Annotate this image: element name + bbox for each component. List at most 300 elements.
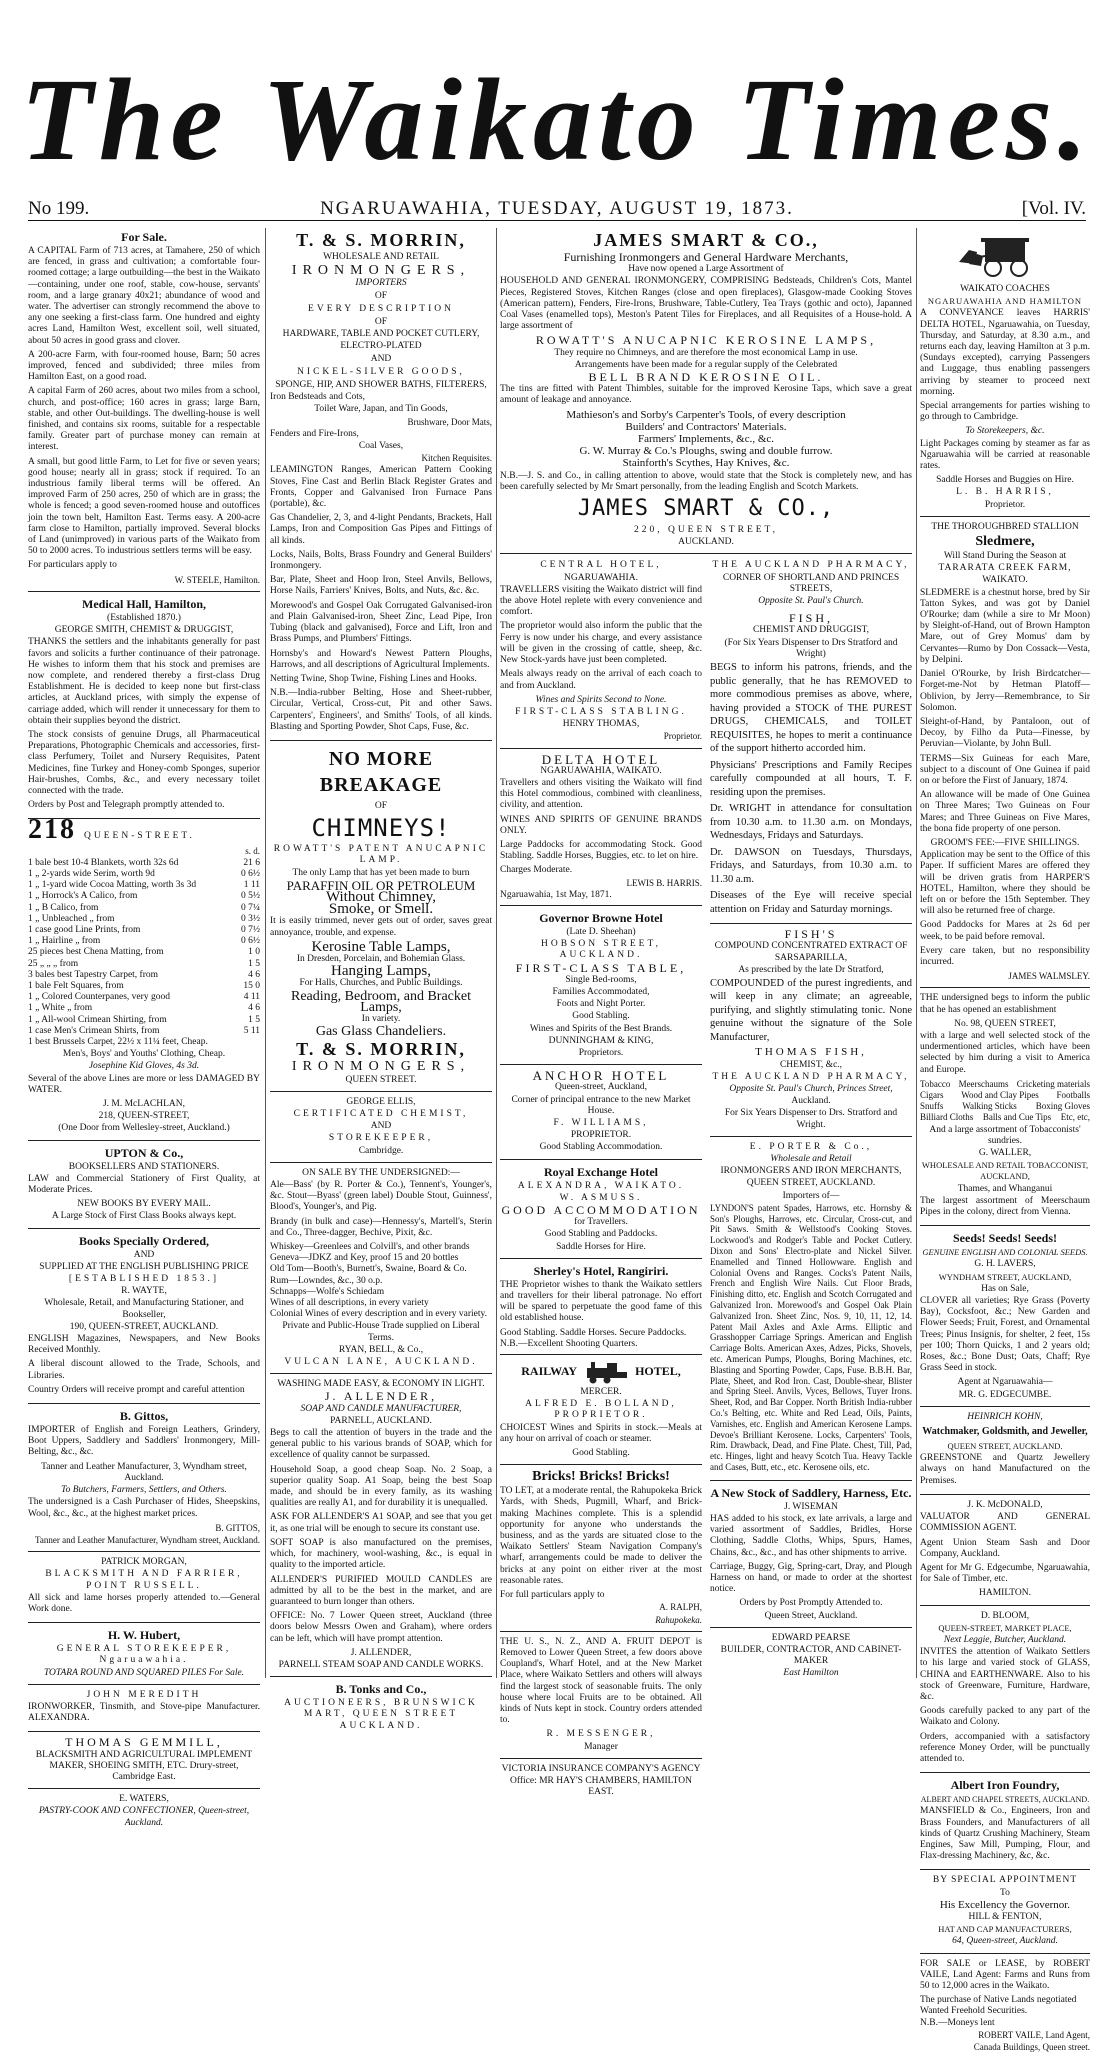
ad-signature: A. RALPH, [659,1602,702,1613]
ad-text: BUILDER, CONTRACTOR, AND CABINET-MAKER [720,1645,902,1667]
ad-text: Farmers' Implements, &c., &c. [637,433,775,446]
ad-governor-browne-hotel [500,911,702,1065]
ad-text: Old Tom—Booth's, Burnett's, Swaine, Board & Co. [270,1264,467,1275]
column-3 [500,228,912,1798]
ad-address: HAMILTON. [979,1588,1031,1599]
ad-text: THE Proprietor wishes to thank the Waikato settlers and travellers for their liberal patronage. No effort will be spared to perpetuate the good fame of this old established house. [500,1279,702,1324]
ad-heading: GEORGE ELLIS, [346,1096,416,1107]
ad-ellis [270,1097,492,1163]
ad-text: Good Stabling. [572,1448,630,1459]
ad-text: Brushware, Door Mats, [407,416,492,427]
ad-text: PASTRY-COOK AND CONFECTIONER, Queen-street, Auckland. [38,1806,250,1828]
ad-anchor-hotel [500,1070,702,1159]
ad-heading: BY SPECIAL APPOINTMENT [932,1875,1078,1886]
ad-text: SPONGE, HIP, AND SHOWER BATHS, FILTERERS, [275,380,487,391]
ad-signature: ALFRED E. BOLLAND, PROPRIETOR. [525,1399,677,1421]
ad-text: BLACKSMITH AND AGRICULTURAL IMPLEMENT MAKER, SHOEING SMITH, ETC. Drury-street, Cambridge East. [35,1749,253,1782]
ad-text: Without Chimney, [325,888,437,905]
ad-wiseman-saddlery [710,1486,912,1628]
ad-address: WAIKATO. [982,575,1028,586]
ad-text: OFFICE: No. 7 Lower Queen street, Auckland (three doors below Messrs Owen and Graham), where orders can be left, which will have prompt attention. [270,1611,492,1644]
ad-text: Builders' and Contractors' Materials. [625,420,787,433]
ad-text: VALUATOR AND GENERAL COMMISSION AGENT. [920,1512,1090,1534]
ad-text: Good Stabling. [572,1011,630,1022]
ad-text: Carriage, Buggy, Gig, Spring-cart, Dray, and Plough Harness on hand, or made to order at the shortest notice. [710,1561,912,1595]
ad-address: 64, Queen-street, Auckland. [952,1936,1058,1947]
ad-text: PARAFFIN OIL OR PETROLEUM [286,877,476,893]
ad-wayte [28,1234,260,1404]
ad-text: The proprietor would also inform the public that the Ferry is now under his charge, and every assistance will be given in the crossing of cattle, sheep, &c. New Stock-yards have just been completed. [500,621,702,666]
tobacco-goods-item: Footballs [1056,1090,1090,1100]
ad-text: PROPRIETOR. [570,1130,632,1141]
column-4 [920,228,1090,2053]
ad-text: Light Packages coming by steamer as far as Ngaruawahia will be carried at reasonable rates. [920,438,1090,472]
ad-signature: W. ASMUSS. [559,1192,643,1203]
ad-morrin [270,230,492,741]
ad-hill-fenton [920,1875,1090,1953]
ad-text: LAW and Commercial Stationery of First Quality, at Moderate Prices. [28,1173,260,1196]
ad-fishs-sarsaparilla [710,929,912,1137]
ad-subheading: FISH, [788,611,833,626]
ad-text: Proprietor. [984,499,1026,510]
ad-meredith [28,1690,260,1733]
ad-text: Stainforth's Scythes, Hay Knives, &c. [622,457,790,470]
ad-address: East Hamilton [783,1668,839,1679]
ad-address: 190, QUEEN-STREET, AUCKLAND. [69,1321,219,1332]
ad-railway-hotel [500,1360,702,1465]
ad-text: HOUSEHOLD AND GENERAL IRONMONGERY, COMPRISING Bedsteads, Children's Cots, Mantel Pieces, Registered Stoves, Kitchen Ranges (close and open fireplaces), Glasgow-made Cooking Stoves (American pattern), Fenders, Fire-Irons, Brushware, Table-Cutlery, Tea Trays (gothic and octo), Japanned Coal Vases (enamelled tops), Meston's Patent Tiles for Fireplaces, and all Requisites of a House-hold. A large assortment of [500,276,912,332]
ad-text: Agent for Mr G. Edgecumbe, Ngaruawahia, for Sale of Timber, etc. [920,1562,1090,1585]
price-item-price: 1 5 [248,1014,260,1025]
ad-heading: THE AUCKLAND PHARMACY, [712,560,910,571]
ad-text: Saddle Horses and Buggies on Hire. [936,475,1074,486]
ad-text: Iron Bedsteads and Cots, [270,392,365,403]
ad-text: For Halls, Churches, and Public Buildings. [299,978,463,989]
ad-text: IRONWORKER, Tinsmith, and Stove-pipe Manufacturer. ALEXANDRA. [28,1701,260,1724]
price-list-item [28,925,260,936]
column-1 [28,228,260,1828]
tobacco-goods-item: Walking Sticks [962,1101,1017,1112]
tobacco-goods-row [920,1079,1090,1090]
ad-heading: FISH'S [784,927,838,942]
ad-text: A capital Farm of 260 acres, about two miles from a school, church, and post-office; 160 acres in grass; large Barn, stable, and other Out-buildings. The dwelling-house is well finished, and contains six rooms, suitable for a respectable family. Greater part of purchase money can remain at interest. [28,386,260,453]
ad-address: No. 98, QUEEN STREET, [954,1018,1056,1029]
ad-address: Rahupokeka. [655,1614,702,1625]
ad-heading: E. PORTER & Co., [749,1141,873,1152]
ad-heading: Governor Browne Hotel [539,910,663,925]
ad-subheading: GENUINE ENGLISH AND COLONIAL SEEDS. [922,1247,1088,1258]
price-item-text: 1 case Men's Crimean Shirts, from [28,1025,160,1036]
ad-hubert [28,1628,260,1685]
ad-kohn [920,1412,1090,1495]
ad-subheading: WHOLESALE AND RETAIL TOBACCONIST, AUCKLAND, [921,1160,1089,1182]
ad-heading: THOMAS GEMMILL, [65,1735,223,1750]
dateline [28,198,1086,221]
ad-stallion-sledmere [920,522,1090,989]
ad-text: Orders, accompanied with a satisfactory reference Money Order, will be punctually attended to. [920,1731,1090,1764]
ad-text: AUCTIONEERS, BRUNSWICK MART, QUEEN STREET AUCKLAND. [284,1698,478,1731]
price-item-text: 1 „ White „ from [28,1003,93,1014]
ad-james-smart [500,230,912,554]
ad-subheading: BLACKSMITH AND FARRIER, POINT RUSSELL. [45,1569,243,1591]
price-list [28,858,260,1048]
ad-signature: LEWIS B. HARRIS. [626,877,702,888]
ad-waller-tobacconist [920,993,1090,1226]
ad-text: THE AUCKLAND PHARMACY, [712,1071,910,1082]
ad-text: Colonial Wines of every description and in every variety. [270,1309,487,1320]
ad-text: Ngaruawahia, 1st May, 1871. [500,889,612,900]
ad-allender [270,1379,492,1677]
ad-subheading: FIRST-CLASS TABLE, [515,960,687,975]
tobacco-goods-item: Cricketing materials [1016,1078,1090,1089]
ad-heading: UPTON & Co., [104,1145,184,1160]
ad-street-number: 218 [28,814,76,846]
price-item-text: 25 pieces best Chena Matting, from [28,947,164,958]
tobacco-goods-list [920,1079,1090,1124]
ad-text: Proprietors. [578,1047,624,1058]
locomotive-icon [583,1360,629,1384]
tobacco-goods-row [920,1112,1090,1123]
ad-address: NGARUAWAHIA. [564,572,638,583]
price-item-text: 1 „ Hairline „ from [28,936,101,947]
ad-heading: Royal Exchange Hotel [544,1164,658,1179]
ad-text: GREENSTONE and Quartz Jewellery always on hand Manufactured on the Premises. [920,1453,1090,1486]
ad-text: In variety. [361,1013,401,1024]
ad-address: TARARATA CREEK FARM, [938,563,1072,574]
ad-text: Sleight-of-Hand, by Pantaloon, out of Decoy, by Filho da Puta—Finesse, by Peruvian—Violante, by John Bull. [920,716,1090,750]
ad-farms-for-sale [28,230,260,592]
ad-text: Dr. DAWSON on Tuesdays, Thursdays, Fridays, and Saturdays, from 10.30 a.m. to 11.30 a.m. [710,846,912,885]
price-item-text: 1 „ Unbleached „ from [28,913,115,924]
ad-subheading: IRONMONGERS, [291,1059,471,1075]
ad-text: HARDWARE, TABLE AND POCKET CUTLERY, [282,329,480,340]
ad-text: G. W. Murray & Co.'s Ploughs, swing and double furrow. [579,445,833,458]
ad-text: Brandy (in bulk and case)—Hennessy's, Martell's, Sterin and Co., Three-dagger, Bechive, Pixit, &c. [270,1216,492,1238]
ad-text: IMPORTER of English and Foreign Leathers, Grindery, Boot Uppers, Saddlery and Saddlers' Ironmongery, Mill-Belting, &c., &c. [28,1425,260,1458]
ad-signature: ROBERT VAILE, Land Agent, [978,2029,1090,2040]
ad-text: It is easily trimmed, never gets out of order, saves great annoyance, trouble, and expense. [270,916,492,938]
masthead-title: The Waikato Times. [20,54,1094,185]
ad-text: The undersigned is a Cash Purchaser of Hides, Sheepskins, Wool, &c., &c., at the highest market prices. [28,1497,260,1519]
ad-delta-hotel [500,751,702,906]
price-item-text: 25 „ „ „ from [28,958,79,969]
price-item-price: 21 6 [243,857,260,868]
ad-address: Auckland. [791,1096,831,1107]
price-item-text: 1 „ Horrock's A Calico, from [28,891,138,902]
ad-text: The largest assortment of Meerschaum Pipes in the colony, direct from Vienna. [920,1195,1090,1218]
price-item-text: 1 „ 1-yard wide Cocoa Matting, worth 3s 3d [28,880,197,891]
ad-heading: Sledmere, [975,534,1035,550]
ad-text: ENGLISH Magazines, Newspapers, and New Books Received Monthly. [28,1334,260,1356]
ad-subheading: ROWATT'S PATENT ANUCAPNIC LAMP. [273,844,489,866]
ad-morgan [28,1557,260,1623]
tobacco-goods-row [920,1090,1090,1101]
ad-heading: NO MORE BREAKAGE [319,747,443,796]
issue-number: No 199. [28,198,90,219]
ad-text: Large Paddocks for accommodating Stock. Good Stabling. Saddle Horses, Buggies, etc. to let on hire. [500,839,702,862]
ad-medical-hall [28,597,260,819]
ad-heading: JAMES SMART & CO., [577,496,835,522]
ad-text: Families Accommodated, [552,986,650,997]
ad-text: Kitchen Requisites. [421,453,492,464]
price-item-price: 0 6½ [241,868,260,879]
ad-signature: R. WAYTE, [121,1286,167,1297]
volume-number: [Vol. IV. [1021,198,1086,219]
ad-text: Household Soap, a good cheap Soap. No. 2 Soap, a superior quality Soap. A1 Soap, being the best Soap made, and should be in every family, as its washing qualities are really A1, and for durability it is unequalled. [270,1464,492,1509]
ad-text: Every care taken, but no responsibility incurred. [920,945,1090,967]
ad-address: CORNER OF SHORTLAND AND PRINCES STREETS, [722,572,900,594]
column-rule [916,228,917,1678]
ad-heading: A New Stock of Saddlery, Harness, Etc. [710,1485,912,1500]
ad-text: Orders by Post and Telegraph promptly attended to. [28,800,225,811]
price-list-item [28,947,260,958]
ad-signature: HENRY THOMAS, [562,719,640,730]
ad-text: As prescribed by the late Dr Stratford, [738,964,884,975]
ad-text: Coal Vases, [358,441,404,452]
ad-heading: THE THOROUGHBRED STALLION [931,521,1079,532]
ad-text: FOR SALE or LEASE, by ROBERT VAILE, Land Agent: Farms and Runs from 50 to 12,000 acres in the Waikato. [920,1958,1090,1991]
ad-text: N.B.—J. S. and Co., in calling attention to above, would state that the Stock is completely new, and has been carefully selected by Mr Smart personally, from the leading English and Scotch Markets. [500,470,912,492]
ad-text: NICKEL-SILVER GOODS, [297,366,465,377]
ad-address: Cambridge. [358,1145,404,1156]
ad-sherleys-hotel [500,1264,702,1355]
ad-address: PARNELL STEAM SOAP AND CANDLE WORKS. [278,1659,484,1670]
price-item-price: 0 6½ [241,936,260,947]
price-item-price: 1 11 [243,880,260,891]
ad-text: TRAVELLERS visiting the Waikato district will find the above Hotel replete with every convenience and comfort. [500,584,702,618]
ad-subheading: GOOD ACCOMMODATION [501,1203,701,1218]
ad-subheading: COMPOUND CONCENTRATED EXTRACT OF SARSAPARILLA, [714,941,908,963]
price-list-item [28,880,260,891]
ad-text: ELECTRO-PLATED [340,341,422,352]
ad-text: Wines and Spirits Second to None. [535,694,667,705]
issue-date: NGARUAWAHIA, TUESDAY, AUGUST 19, 1873. [320,198,794,219]
ad-text: And a large assortment of Tobacconists' sundries. [929,1124,1081,1146]
railway-hotel-banner [500,1360,702,1384]
ad-address: Opposite St. Paul's Church. [758,596,864,607]
ad-text: A liberal discount allowed to the Trade, Schools, and Libraries. [28,1359,260,1381]
ad-address: (One Door from Wellesley-street, Auckland.) [58,1123,230,1134]
ad-subheading: IRONMONGERS, [291,263,471,279]
ad-text: SOFT SOAP is also manufactured on the premises, which, for machinery, wool-washing, &c., is equal in quality to the imported article. [270,1537,492,1571]
ad-upton [28,1146,260,1229]
tobacco-goods-item: Etc, etc, [1060,1112,1090,1123]
ad-address: NGARUAWAHIA, WAIKATO. [540,765,662,776]
ad-signature: G. WALLER, [978,1148,1032,1159]
ad-heading: B. Tonks and Co., [335,1682,427,1697]
price-item-text: 1 „ All-wool Crimean Shirting, from [28,1014,167,1025]
ad-waters [28,1794,260,1834]
ad-text: [ESTABLISHED 1853.] [68,1274,220,1285]
ad-heading: HOTEL, [635,1364,681,1379]
ad-text: COMPOUNDED of the purest ingredients, and will keep in any climate; an agreeable, purifying, and slightly stimulating tonic. None genuine without the signature of the Sole Manufacturer, [710,977,912,1043]
ad-bloom [920,1611,1090,1774]
ad-tonks [270,1682,492,1737]
ad-subheading: ROWATT'S ANUCAPNIC KEROSINE LAMPS, [535,333,877,348]
tobacco-goods-item: Cigars [920,1090,944,1100]
ad-fruit-depot [500,1637,702,1759]
ad-text: Tanner and Leather Manufacturer, 3, Wyndham street, Auckland. [41,1461,247,1483]
ad-text: Bar, Plate, Sheet and Hoop Iron, Steel Anvils, Bellows, Horse Nails, Farriers' Knives, Bolts, and Nuts, &c. &c. [270,575,492,597]
ad-address: Thames, and Whanganui [957,1183,1053,1194]
ad-text: THE undersigned begs to inform the public that he has opened an establishment [920,993,1090,1015]
ad-heading: VICTORIA INSURANCE COMPANY'S AGENCY [501,1763,701,1774]
ad-address: QUEEN STREET, AUCKLAND. [947,1441,1063,1452]
ad-heading: Books Specially Ordered, [78,1233,210,1248]
ad-mcdonald [920,1500,1090,1606]
ad-text: Gas Glass Chandeliers. [315,1024,447,1040]
price-list-item [28,936,260,947]
ad-text: Travellers and others visiting the Waikato will find this Hotel commodious, combined with cleanliness, civility, and attention. [500,777,702,811]
ad-text: CHEMIST AND DRUGGIST, [752,625,870,636]
price-item-price: 0 5½ [241,891,260,902]
ad-street-name: QUEEN-STREET. [84,831,195,842]
ad-text: Hornsby's and Howard's Newest Pattern Ploughs, Harrows, and all descriptions of Agricultural Implements. [270,648,492,670]
price-list-item [28,1015,260,1026]
ad-signature: JAMES WALMSLEY. [1008,971,1090,982]
price-list-item [28,1026,260,1037]
ad-text: Saddle Horses for Hire. [556,1241,646,1252]
ad-text: Arrangements have been made for a regular supply of the Celebrated [574,359,838,370]
ad-text: A 200-acre Farm, with four-roomed house, Barn; 50 acres improved, fenced and subdivided; three miles from Hamilton East, on a good road. [28,349,260,383]
ad-text: Begs to call the attention of buyers in the trade and the general public to his various brands of SOAP, which for excellence of quality cannot be surpassed. [270,1428,492,1461]
ad-ryan-bell [270,1168,492,1374]
price-item-text: 3 bales best Tapestry Carpet, from [28,969,159,980]
ad-text: A Large Stock of First Class Books always kept. [51,1211,237,1222]
ad-text: CHEMIST, &c., [779,1059,843,1070]
ad-text: EVERY DESCRIPTION [308,303,454,314]
ad-text: ASK FOR ALLENDER'S A1 SOAP, and see that you get it, as one trial will be enough to secure its constant use. [270,1512,492,1534]
price-list-item [28,970,260,981]
ad-waikato-coaches [920,232,1090,517]
ad-text: Toilet Ware, Japan, and Tin Goods, [314,404,448,415]
ad-heading: JAMES SMART & CO., [593,230,819,250]
ad-text: Men's, Boys' and Youths' Clothing, Cheap. [62,1049,226,1060]
price-item-text: 1 bale best 10-4 Blankets, worth 32s 6d [28,857,179,868]
ad-text: Good Paddocks for Mares at 2s 6d per week, to be paid before removal. [920,920,1090,942]
tobacco-goods-item: Wood and Clay Pipes [961,1090,1039,1100]
ad-text: Agent at Ngaruawahia— [957,1377,1053,1388]
price-list-item [28,1037,260,1048]
ad-address: QUEEN STREET, AUCKLAND. [746,1178,876,1189]
ad-address: 220, QUEEN STREET, [633,525,779,536]
ad-signature: W. STEELE, Hamilton. [174,574,260,585]
ad-address: Queen-street, Auckland, [554,1082,648,1093]
price-list-item [28,858,260,869]
ad-text: Wines and Spirits of the Best Brands. [529,1023,673,1034]
ad-text: N.B.—Moneys lent [920,2017,995,2028]
ad-text: Will Stand During the Season at [943,551,1067,562]
tobacco-goods-item: Meerschaums [958,1078,1009,1089]
ad-heading: T. & S. MORRIN, [296,1039,466,1060]
ad-heading: EDWARD PEARSE [771,1632,851,1643]
price-item-price: 0 3½ [241,913,260,924]
ad-heading: CHIMNEYS! [311,814,451,843]
tobacco-goods-item: Balls and Cue Tips [982,1112,1052,1123]
ad-royal-exchange-hotel [500,1165,702,1259]
ad-text: Smoke, or Smell. [328,901,434,918]
ad-text: For full particulars apply to [500,1590,605,1601]
ad-subheading: NGARUAWAHIA AND HAMILTON [927,296,1083,307]
ad-pearse [710,1633,912,1685]
ad-signature: J. M. McLACHLAN, [102,1099,186,1110]
ad-text: Kerosine Table Lamps, [311,938,451,955]
ad-address: PARNELL, AUCKLAND. [330,1415,432,1426]
ad-address: MERCER. [580,1387,622,1398]
price-list-item [28,959,260,970]
ad-heading: Seeds! Seeds! Seeds! [953,1231,1057,1246]
ad-text: ALLENDER'S PURIFIED MOULD CANDLES are admitted by all to be the best in the market, and are guaranteed to burn longer than others. [270,1574,492,1607]
ad-address: Tanner and Leather Manufacturer, Wyndham street, Auckland. [35,1534,260,1545]
ad-signature: G. H. LAVERS, [974,1259,1036,1270]
ad-signature: B. GITTOS, [215,1522,260,1533]
ad-text: Mathieson's and Sorby's Carpenter's Tools, of every description [566,408,846,421]
ad-text: AND [133,1249,155,1260]
price-item-text: 1 „ B Calico, from [28,902,99,913]
ad-text: To Butchers, Farmers, Settlers, and Others. [61,1485,227,1496]
column-3-split [500,559,912,1808]
ad-text: Diseases of the Eye will receive special attention on Friday and Saturday mornings. [710,890,912,915]
ad-text: (Late D. Sheehan) [566,926,636,937]
ad-vaile [920,1959,1090,2058]
ad-subheading: (Established 1870.) [107,612,181,623]
ad-text: They require no Chimneys, and are therefore the most economical Lamp in use. [554,347,858,358]
price-item-price: 0 7½ [241,924,260,935]
ad-signature: F. WILLIAMS, [553,1118,649,1128]
ad-heading: Bricks! Bricks! Bricks! [532,1469,670,1485]
ad-porter [710,1142,912,1481]
price-item-price: 15 0 [243,980,260,991]
ad-text: Hanging Lamps, [331,963,431,980]
price-list-item [28,903,260,914]
ad-address: HOBSON STREET, AUCKLAND. [541,939,661,961]
ad-text: Have now opened a Large Assortment of [628,264,784,275]
ad-lavers-seeds [920,1231,1090,1407]
ad-address: ALBERT AND CHAPEL STREETS, AUCKLAND. [920,1795,1090,1805]
column-rule [496,228,497,1678]
ad-text: OF [374,800,388,811]
price-item-price: 1 0 [248,947,260,958]
ad-heading: E. WATERS, [119,1794,169,1805]
ad-subheading: WHOLESALE AND RETAIL [323,252,439,262]
column-2 [270,228,492,1731]
ad-subheading: BOOKSELLERS AND STATIONERS. [68,1161,220,1172]
ad-text: NEW BOOKS BY EVERY MAIL. [77,1199,211,1210]
ad-text: Gas Chandelier, 2, 3, and 4-light Pendants, Brackets, Hall Lamps, Iron and Composition Gas Pipes and Fittings of all kinds. [270,513,492,546]
ad-text: INVITES the attention of Waikato Settlers to his large and varied stock of GLASS, CHINA and EARTHENWARE. Also to his stock of Greenware, Furniture, Hardware, &c. [920,1647,1090,1702]
ad-text: TOTARA ROUND AND SQUARED PILES For Sale. [43,1667,245,1678]
ad-text: Foots and Night Porter. [556,999,646,1010]
ad-text: Importers of— [782,1190,840,1201]
column-rule [265,228,266,1678]
ad-subheading: GEORGE SMITH, CHEMIST & DRUGGIST, [54,625,234,636]
ad-text: FIRST-CLASS STABLING. [515,706,687,717]
tobacco-goods-row [920,1101,1090,1112]
ad-subheading: BELL BRAND KEROSINE OIL. [588,370,824,385]
price-list-item [28,992,260,1003]
price-list-item [28,869,260,880]
ad-subheading: CERTIFICATED CHEMIST, [293,1108,469,1119]
ad-text: Single Bed-rooms, [565,974,637,985]
price-item-price: 4 6 [248,969,260,980]
ad-text: Wines of all descriptions, in every variety [270,1298,429,1309]
tobacco-goods-item: Boxing Gloves [1035,1101,1090,1112]
ad-text: Orders by Post Promptly Attended to. [739,1598,883,1609]
ad-text: BEGS to inform his patrons, friends, and the public generally, that he has REMOVED to more commodious premises as above, where, having provided a STOCK of THE PUREST DRUGS, CHEMICALS, and TOILET REQUISITES, he hopes to merit a continuance of the support hitherto accorded him. [710,662,912,755]
ad-text: Fenders and Fire-Irons, [270,428,359,439]
ad-no-more-breakage [270,746,492,1092]
ad-text: Whiskey—Greenlees and Colvill's, and other brands [270,1242,470,1253]
